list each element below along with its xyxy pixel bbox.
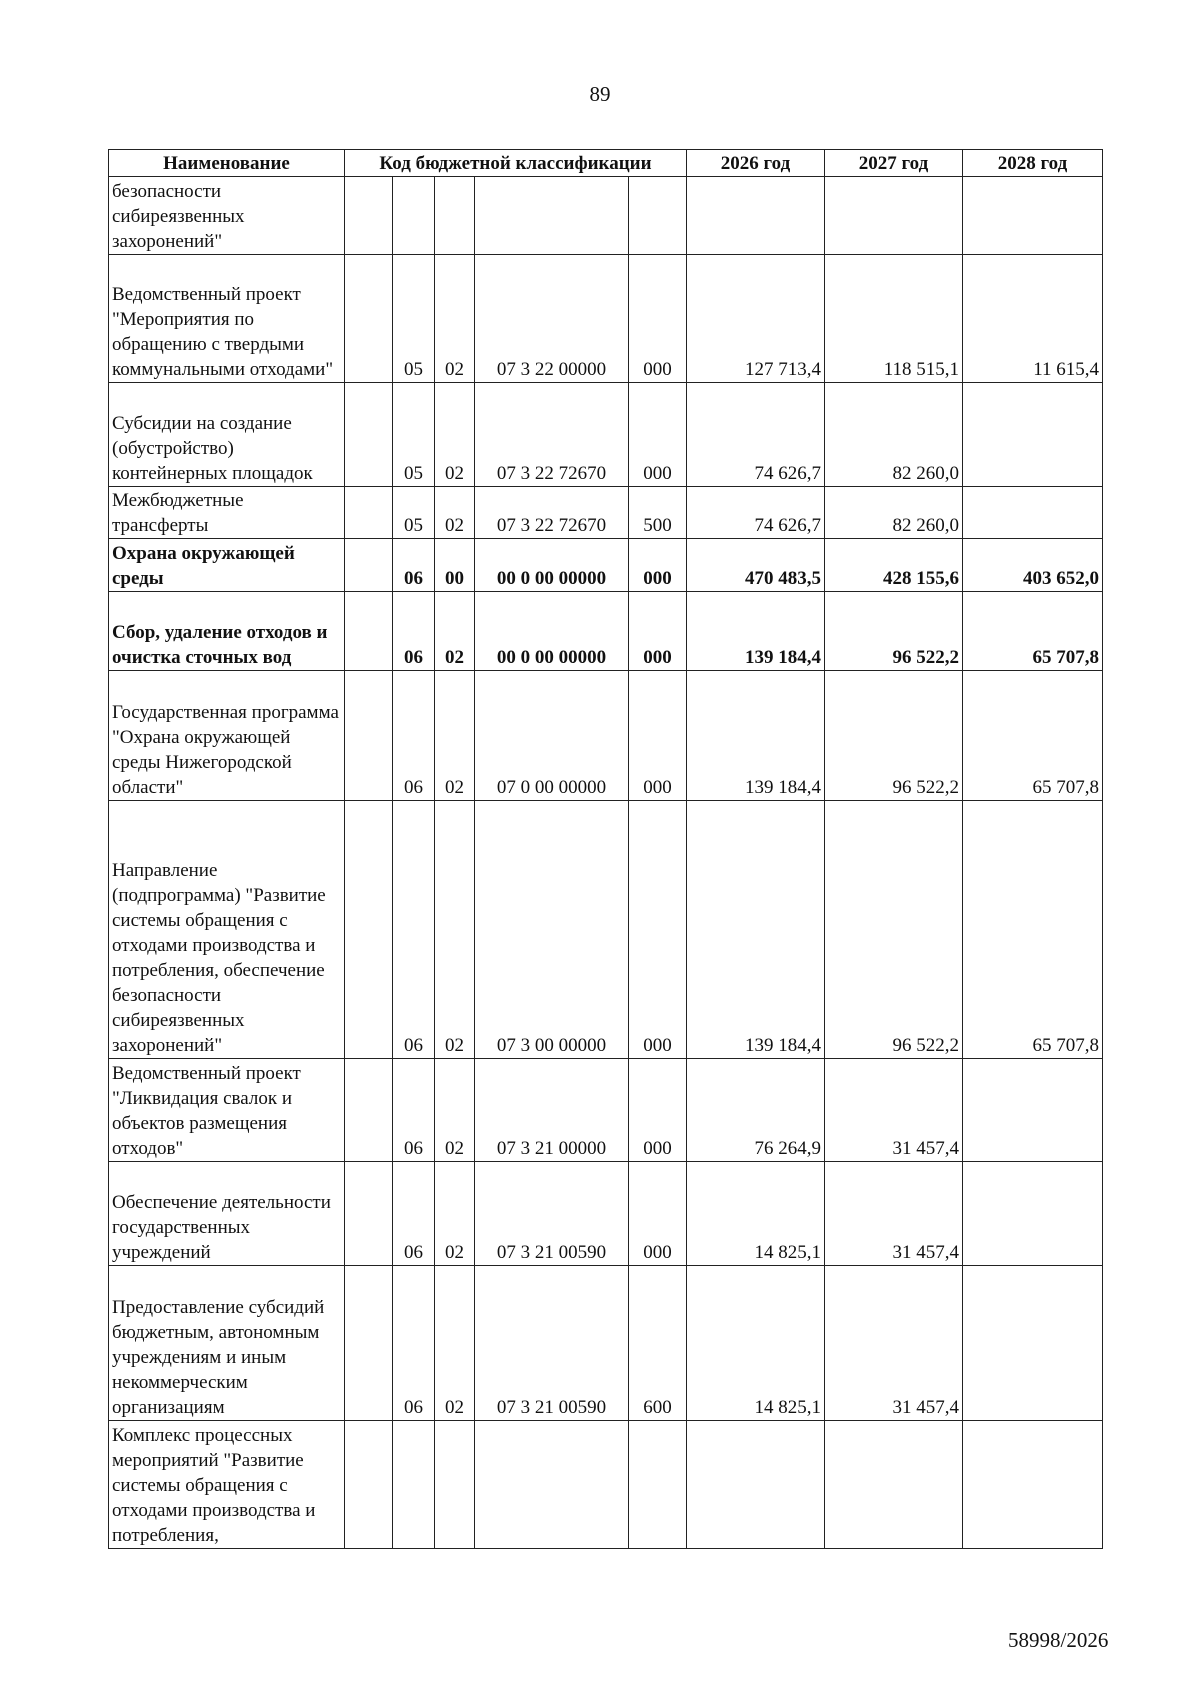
table-row	[109, 487, 1103, 539]
amount-2027: 31 457,4	[825, 1162, 963, 1266]
amount-2028	[963, 1266, 1103, 1421]
row-name: Охрана окружающей среды	[109, 539, 345, 592]
subsection-code	[435, 177, 475, 255]
target-article-code: 07 3 22 72670	[475, 487, 629, 539]
amount-2028: 403 652,0	[963, 539, 1103, 592]
expense-type-code: 000	[629, 539, 687, 592]
amount-2028: 65 707,8	[963, 801, 1103, 1059]
section-code: 06	[393, 1162, 435, 1266]
amount-2026: 74 626,7	[687, 487, 825, 539]
code-cell	[345, 177, 393, 255]
section-code: 06	[393, 671, 435, 801]
section-code: 06	[393, 801, 435, 1059]
expense-type-code: 500	[629, 487, 687, 539]
amount-2026: 74 626,7	[687, 383, 825, 487]
table-header-row	[109, 150, 1103, 177]
section-code: 05	[393, 487, 435, 539]
code-cell	[345, 1059, 393, 1162]
amount-2026: 139 184,4	[687, 592, 825, 671]
subsection-code: 02	[435, 383, 475, 487]
target-article-code: 07 3 00 00000	[475, 801, 629, 1059]
section-code: 06	[393, 1059, 435, 1162]
table-row	[109, 255, 1103, 383]
amount-2027: 96 522,2	[825, 671, 963, 801]
table-row	[109, 671, 1103, 801]
amount-2028	[963, 383, 1103, 487]
amount-2027	[825, 1421, 963, 1549]
table-row	[109, 592, 1103, 671]
expense-type-code: 000	[629, 1059, 687, 1162]
table-row	[109, 801, 1103, 1059]
row-name: Обеспечение деятельности государственных учреждений	[109, 1162, 345, 1266]
target-article-code: 07 3 22 72670	[475, 383, 629, 487]
header-2028: 2028 год	[963, 150, 1103, 177]
target-article-code	[475, 177, 629, 255]
code-cell	[345, 1162, 393, 1266]
row-name: Субсидии на создание (обустройство) контейнерных площадок	[109, 383, 345, 487]
code-cell	[345, 671, 393, 801]
amount-2027: 96 522,2	[825, 592, 963, 671]
amount-2027	[825, 177, 963, 255]
expense-type-code	[629, 1421, 687, 1549]
code-cell	[345, 539, 393, 592]
subsection-code: 02	[435, 671, 475, 801]
expense-type-code	[629, 177, 687, 255]
table-row	[109, 1266, 1103, 1421]
target-article-code: 07 3 22 00000	[475, 255, 629, 383]
subsection-code: 02	[435, 1266, 475, 1421]
amount-2027: 428 155,6	[825, 539, 963, 592]
amount-2027: 82 260,0	[825, 487, 963, 539]
expense-type-code: 000	[629, 592, 687, 671]
expense-type-code: 600	[629, 1266, 687, 1421]
expense-type-code: 000	[629, 1162, 687, 1266]
amount-2026: 470 483,5	[687, 539, 825, 592]
table-row	[109, 539, 1103, 592]
table-row	[109, 177, 1103, 255]
budget-table	[108, 149, 1103, 1549]
section-code: 05	[393, 383, 435, 487]
amount-2028	[963, 487, 1103, 539]
target-article-code	[475, 1421, 629, 1549]
expense-type-code: 000	[629, 801, 687, 1059]
amount-2028: 11 615,4	[963, 255, 1103, 383]
section-code: 06	[393, 592, 435, 671]
table-row	[109, 1162, 1103, 1266]
target-article-code: 07 3 21 00000	[475, 1059, 629, 1162]
amount-2026: 14 825,1	[687, 1162, 825, 1266]
header-2026: 2026 год	[687, 150, 825, 177]
subsection-code: 02	[435, 255, 475, 383]
row-name: Ведомственный проект "Ликвидация свалок и объектов размещения отходов"	[109, 1059, 345, 1162]
subsection-code: 02	[435, 1162, 475, 1266]
code-cell	[345, 1266, 393, 1421]
page-number: 89	[589, 82, 611, 106]
amount-2027: 31 457,4	[825, 1059, 963, 1162]
section-code	[393, 177, 435, 255]
target-article-code: 07 3 21 00590	[475, 1162, 629, 1266]
amount-2026	[687, 177, 825, 255]
amount-2026	[687, 1421, 825, 1549]
section-code: 06	[393, 1266, 435, 1421]
header-name: Наименование	[109, 150, 345, 177]
row-name: Предоставление субсидий бюджетным, автономным учреждениям и иным некоммерческим организациям	[109, 1266, 345, 1421]
amount-2026: 14 825,1	[687, 1266, 825, 1421]
table-row	[109, 383, 1103, 487]
code-cell	[345, 487, 393, 539]
row-name: Комплекс процессных мероприятий "Развитие системы обращения с отходами производства и потребления,	[109, 1421, 345, 1549]
section-code: 05	[393, 255, 435, 383]
expense-type-code: 000	[629, 255, 687, 383]
amount-2026: 139 184,4	[687, 801, 825, 1059]
amount-2028: 65 707,8	[963, 671, 1103, 801]
amount-2028	[963, 1162, 1103, 1266]
target-article-code: 07 3 21 00590	[475, 1266, 629, 1421]
row-name: Ведомственный проект "Мероприятия по обращению с твердыми коммунальными отходами"	[109, 255, 345, 383]
amount-2027: 31 457,4	[825, 1266, 963, 1421]
amount-2028	[963, 1421, 1103, 1549]
code-cell	[345, 1421, 393, 1549]
subsection-code: 02	[435, 592, 475, 671]
amount-2026: 139 184,4	[687, 671, 825, 801]
row-name: безопасности сибиреязвенных захоронений"	[109, 177, 345, 255]
subsection-code: 02	[435, 1059, 475, 1162]
code-cell	[345, 255, 393, 383]
amount-2027: 82 260,0	[825, 383, 963, 487]
section-code	[393, 1421, 435, 1549]
code-cell	[345, 383, 393, 487]
header-code: Код бюджетной классификации	[345, 150, 687, 177]
subsection-code: 02	[435, 801, 475, 1059]
row-name: Сбор, удаление отходов и очистка сточных вод	[109, 592, 345, 671]
code-cell	[345, 592, 393, 671]
header-2027: 2027 год	[825, 150, 963, 177]
section-code: 06	[393, 539, 435, 592]
code-cell	[345, 801, 393, 1059]
table-row	[109, 1421, 1103, 1549]
amount-2028	[963, 177, 1103, 255]
target-article-code: 07 0 00 00000	[475, 671, 629, 801]
subsection-code: 00	[435, 539, 475, 592]
subsection-code	[435, 1421, 475, 1549]
table-row	[109, 1059, 1103, 1162]
amount-2027: 118 515,1	[825, 255, 963, 383]
amount-2028	[963, 1059, 1103, 1162]
expense-type-code: 000	[629, 383, 687, 487]
document-id: 58998/2026	[1008, 1628, 1109, 1652]
target-article-code: 00 0 00 00000	[475, 539, 629, 592]
amount-2027: 96 522,2	[825, 801, 963, 1059]
amount-2026: 76 264,9	[687, 1059, 825, 1162]
row-name: Государственная программа "Охрана окружающей среды Нижегородской области"	[109, 671, 345, 801]
amount-2026: 127 713,4	[687, 255, 825, 383]
target-article-code: 00 0 00 00000	[475, 592, 629, 671]
row-name: Направление (подпрограмма) "Развитие системы обращения с отходами производства и потребления, обеспечение безопасности сибиреязвенных захоронений"	[109, 801, 345, 1059]
amount-2028: 65 707,8	[963, 592, 1103, 671]
expense-type-code: 000	[629, 671, 687, 801]
row-name: Межбюджетные трансферты	[109, 487, 345, 539]
subsection-code: 02	[435, 487, 475, 539]
